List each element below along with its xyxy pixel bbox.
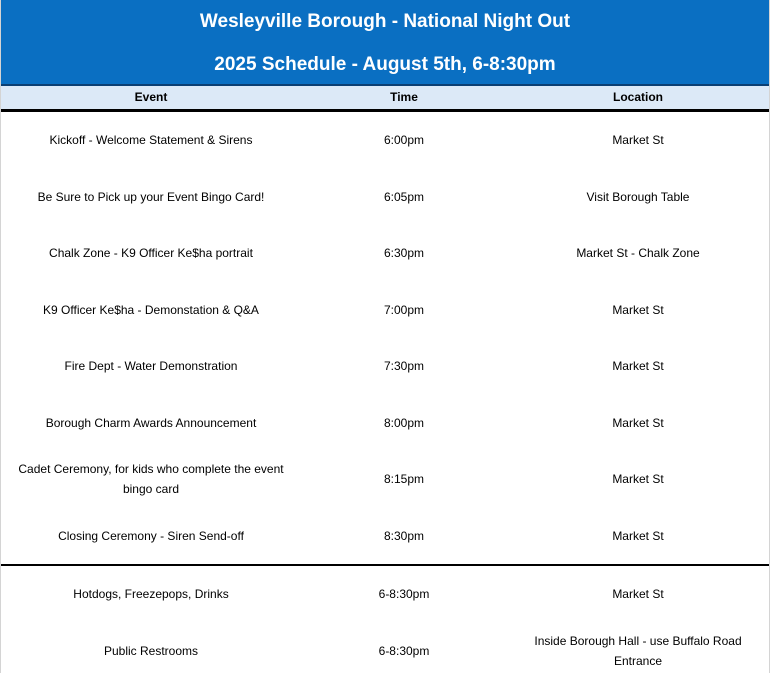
table-row <box>1 395 769 452</box>
time-cell: 6-8:30pm <box>378 587 430 602</box>
location-cell: Market St <box>612 133 664 148</box>
time-cell: 8:15pm <box>383 472 425 487</box>
column-header-row <box>1 86 769 112</box>
location-cell: Market St - Chalk Zone <box>576 246 700 261</box>
table-row <box>1 451 769 508</box>
event-cell: Be Sure to Pick up your Event Bingo Card! <box>37 189 265 204</box>
table-row <box>1 338 769 395</box>
column-header-time: Time <box>390 90 418 104</box>
page-title: Wesleyville Borough - National Night Out <box>199 11 571 32</box>
location-cell: Market St <box>612 472 664 487</box>
location-cell: Market St <box>612 415 664 430</box>
time-cell: 6:00pm <box>383 133 425 148</box>
table-row <box>1 508 769 565</box>
location-cell: Visit Borough Table <box>586 189 690 204</box>
column-header-location: Location <box>613 90 663 104</box>
location-cell: Market St <box>612 587 664 602</box>
event-cell: K9 Officer Ke$ha - Demonstation & Q&A <box>43 302 259 317</box>
event-cell: Cadet Ceremony, for kids who complete the event bingo card <box>18 462 284 497</box>
schedule-table <box>1 112 769 673</box>
table-row <box>1 225 769 282</box>
event-cell: Hotdogs, Freezepops, Drinks <box>73 587 229 602</box>
location-cell: Market St <box>612 302 664 317</box>
title-banner <box>1 0 769 86</box>
time-cell: 6:05pm <box>383 189 425 204</box>
column-header-event: Event <box>134 90 168 104</box>
event-cell: Public Restrooms <box>103 643 199 658</box>
time-cell: 7:30pm <box>383 359 425 374</box>
table-row <box>1 169 769 226</box>
event-cell: Kickoff - Welcome Statement & Sirens <box>49 133 253 148</box>
time-cell: 8:00pm <box>383 415 425 430</box>
table-row <box>1 623 769 673</box>
time-cell: 6:30pm <box>383 246 425 261</box>
location-cell: Market St <box>612 359 664 374</box>
table-row <box>1 112 769 169</box>
event-cell: Closing Ceremony - Siren Send-off <box>58 528 244 543</box>
event-cell: Chalk Zone - K9 Officer Ke$ha portrait <box>49 246 253 261</box>
event-cell: Borough Charm Awards Announcement <box>45 415 257 430</box>
table-row <box>1 566 769 623</box>
location-cell: Inside Borough Hall - use Buffalo Road Entrance <box>534 633 742 668</box>
time-cell: 8:30pm <box>383 528 425 543</box>
location-cell: Market St <box>612 528 664 543</box>
time-cell: 6-8:30pm <box>378 643 430 658</box>
table-row <box>1 282 769 339</box>
event-cell: Fire Dept - Water Demonstration <box>64 359 238 374</box>
time-cell: 7:00pm <box>383 302 425 317</box>
page-subtitle: 2025 Schedule - August 5th, 6-8:30pm <box>214 54 556 75</box>
